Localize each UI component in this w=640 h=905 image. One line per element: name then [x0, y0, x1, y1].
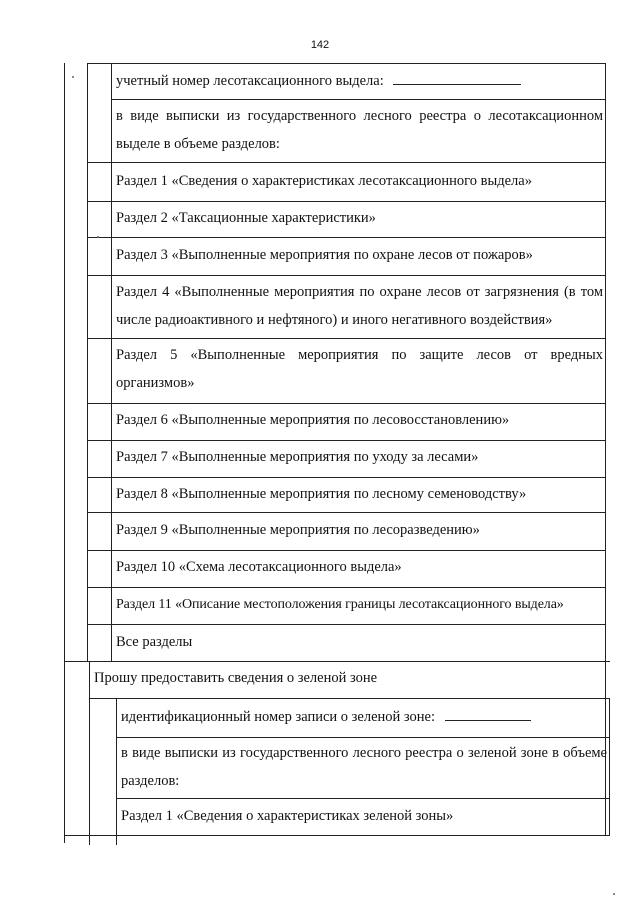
row-text: учетный номер лесотаксационного выдела: — [116, 73, 384, 89]
row-green-zone-section-1: Раздел 1 «Сведения о характеристиках зеленой зоны» — [121, 808, 454, 824]
row-line — [116, 798, 610, 799]
row-line — [87, 624, 606, 625]
column-divider-3 — [89, 661, 90, 845]
row-extract-sections: в виде выписки из государственного лесного реестра о лесотаксационном выделе в объеме разделов: — [116, 108, 603, 152]
row-section-8: Раздел 8 «Выполненные мероприятия по лесному семеноводству» — [116, 486, 527, 502]
row-line — [87, 512, 606, 513]
row-line — [64, 835, 610, 836]
row-green-zone-id — [121, 703, 607, 731]
fill-in-blank[interactable] — [445, 706, 531, 721]
table-border-right-lower — [609, 698, 610, 835]
row-section-6: Раздел 6 «Выполненные мероприятия по лесовосстановлению» — [116, 412, 510, 428]
row-line — [87, 338, 606, 339]
row-text: идентификационный номер записи о зеленой зоне: — [121, 709, 436, 725]
row-section-1: Раздел 1 «Сведения о характеристиках лесотаксационного выдела» — [116, 173, 532, 189]
column-divider-4 — [116, 698, 117, 845]
row-line — [116, 737, 610, 738]
row-line — [87, 440, 606, 441]
scan-speck — [613, 893, 615, 895]
row-green-zone-extract: в виде выписки из государственного лесного реестра о зеленой зоне в объеме разделов: — [121, 745, 607, 789]
green-zone-request: Прошу предоставить сведения о зеленой зоне — [94, 670, 378, 686]
row-line — [87, 587, 606, 588]
row-line — [87, 162, 606, 163]
column-divider-2 — [111, 63, 112, 661]
row-line — [87, 237, 606, 238]
page-number: 142 — [310, 39, 330, 51]
row-section-3: Раздел 3 «Выполненные мероприятия по охране лесов от пожаров» — [116, 247, 533, 263]
row-line — [87, 201, 606, 202]
row-section-5: Раздел 5 «Выполненные мероприятия по защите лесов от вредных организмов» — [116, 347, 603, 391]
row-line — [87, 550, 606, 551]
row-line — [87, 403, 606, 404]
row-section-4: Раздел 4 «Выполненные мероприятия по охране лесов от загрязнения (в том числе радиоактивного и нефтяного) и иного негативного воздействия» — [116, 284, 603, 328]
row-line — [87, 63, 606, 64]
row-line — [64, 661, 610, 662]
row-section-11: Раздел 11 «Описание местоположения границы лесотаксационного выдела» — [116, 597, 564, 612]
scan-speck — [72, 76, 74, 78]
row-line — [87, 477, 606, 478]
row-accounting-number — [116, 67, 604, 95]
scan-speck — [97, 236, 99, 238]
column-divider-1 — [87, 63, 88, 661]
row-section-7: Раздел 7 «Выполненные мероприятия по уходу за лесами» — [116, 449, 479, 465]
fill-in-blank[interactable] — [393, 70, 521, 85]
row-section-2: Раздел 2 «Таксационные характеристики» — [116, 210, 376, 226]
row-line — [111, 99, 606, 100]
row-all-sections: Все разделы — [116, 634, 193, 650]
row-section-10: Раздел 10 «Схема лесотаксационного выдела» — [116, 559, 402, 575]
row-line — [89, 698, 610, 699]
table-border-left — [64, 63, 65, 843]
row-section-9: Раздел 9 «Выполненные мероприятия по лесоразведению» — [116, 522, 480, 538]
row-line — [87, 275, 606, 276]
